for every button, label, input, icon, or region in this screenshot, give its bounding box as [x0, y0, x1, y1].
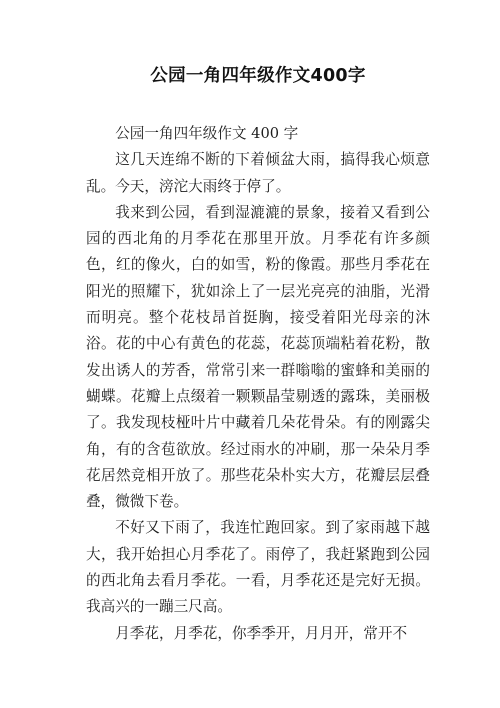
paragraph: 不好又下雨了，我连忙跑回家。到了家雨越下越大，我开始担心月季花了。雨停了，我赶紧跑到公园的西北角去看月季花。一看，月季花还是完好无损。我高兴的一蹦三尺高。 — [86, 519, 430, 616]
paragraph: 这几天连绵不断的下着倾盆大雨，搞得我心烦意乱。今天，滂沱大雨终于停了。 — [86, 151, 430, 195]
paragraph-subtitle: 公园一角四年级作文 400 字 — [115, 125, 299, 142]
paragraph: 月季花，月季花，你季季开，月月开，常开不 — [115, 624, 408, 642]
document-body — [86, 121, 430, 647]
paragraph: 我来到公园，看到湿漉漉的景象，接着又看到公园的西北角的月季花在那里开放。月季花有许多颜色，红的像火，白的如雪，粉的像霞。那些月季花在阳光的照耀下，犹如涂上了一层光亮亮的油脂，光滑而明亮。整个花枝昂首挺胸，接受着阳光母亲的沐浴。花的中心有黄色的花蕊，花蕊顶端粘着花粉，散发出诱人的芳香，常常引来一群嗡嗡的蜜蜂和美丽的蝴蝶。花瓣上点缀着一颗颗晶莹剔透的露珠，美丽极了。我发现枝桠叶片中藏着几朵花骨朵。有的刚露尖角，有的含苞欲放。经过雨水的冲刷，那一朵朵月季花居然竞相开放了。那些花朵朴实大方，花瓣层层叠叠，微微下卷。 — [86, 203, 430, 511]
document-title: 公园一角四年级作文400字 — [150, 66, 366, 86]
